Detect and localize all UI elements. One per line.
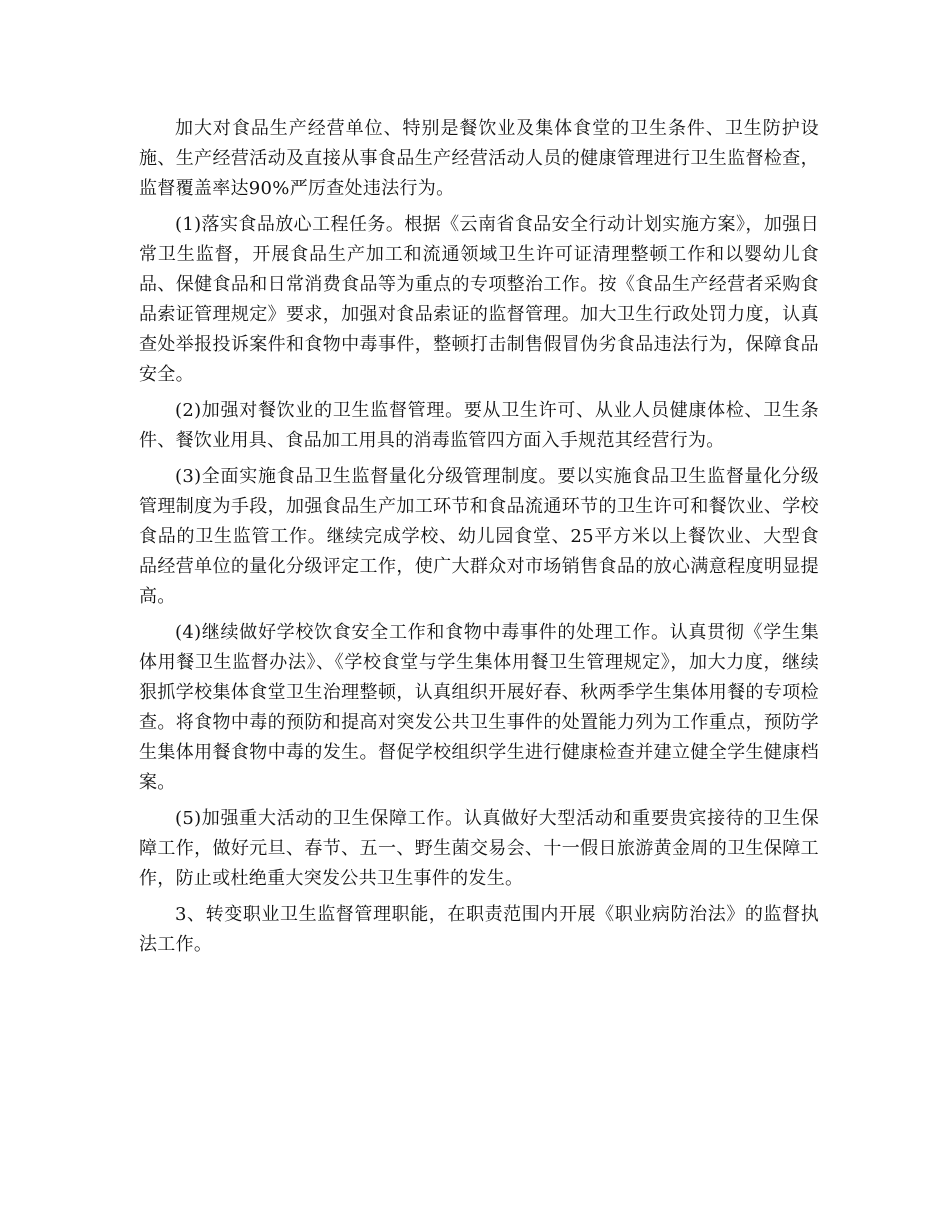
paragraph-item-3: (3)全面实施食品卫生监督量化分级管理制度。要以实施食品卫生监督量化分级管理制度为手段，加强食品生产加工环节和食品流通环节的卫生许可和餐饮业、学校食品的卫生监管工作。继续完成学校、幼儿园食堂、25平方米以上餐饮业、大型食品经营单位的量化分级评定工作，使广大群众对市场销售食品的放心满意程度明显提高。	[139, 466, 819, 607]
document-body	[139, 114, 819, 960]
paragraph-intro: 加大对食品生产经营单位、特别是餐饮业及集体食堂的卫生条件、卫生防护设施、生产经营活动及直接从事食品生产经营活动人员的健康管理进行卫生监督检查，监督覆盖率达90%严厉查处违法行为。	[139, 118, 819, 199]
paragraph-item-5: (5)加强重大活动的卫生保障工作。认真做好大型活动和重要贵宾接待的卫生保障工作，做好元旦、春节、五一、野生菌交易会、十一假日旅游黄金周的卫生保障工作，防止或杜绝重大突发公共卫生事件的发生。	[139, 808, 819, 889]
paragraph-section-3: 3、转变职业卫生监督管理职能，在职责范围内开展《职业病防治法》的监督执法工作。	[139, 904, 819, 955]
paragraph-item-4: (4)继续做好学校饮食安全工作和食物中毒事件的处理工作。认真贯彻《学生集体用餐卫生监督办法》、《学校食堂与学生集体用餐卫生管理规定》，加大力度，继续狠抓学校集体食堂卫生治理整顿，认真组织开展好春、秋两季学生集体用餐的专项检查。将食物中毒的预防和提高对突发公共卫生事件的处置能力列为工作重点，预防学生集体用餐食物中毒的发生。督促学校组织学生进行健康检查并建立健全学生健康档案。	[139, 622, 819, 793]
paragraph-item-1: (1)落实食品放心工程任务。根据《云南省食品安全行动计划实施方案》，加强日常卫生监督，开展食品生产加工和流通领域卫生许可证清理整顿工作和以婴幼儿食品、保健食品和日常消费食品等为重点的专项整治工作。按《食品生产经营者采购食品索证管理规定》要求，加强对食品索证的监督管理。加大卫生行政处罚力度，认真查处举报投诉案件和食物中毒事件，整顿打击制售假冒伪劣食品违法行为，保障食品安全。	[139, 214, 819, 385]
paragraph-item-2: (2)加强对餐饮业的卫生监督管理。要从卫生许可、从业人员健康体检、卫生条件、餐饮业用具、食品加工用具的消毒监管四方面入手规范其经营行为。	[139, 400, 819, 451]
